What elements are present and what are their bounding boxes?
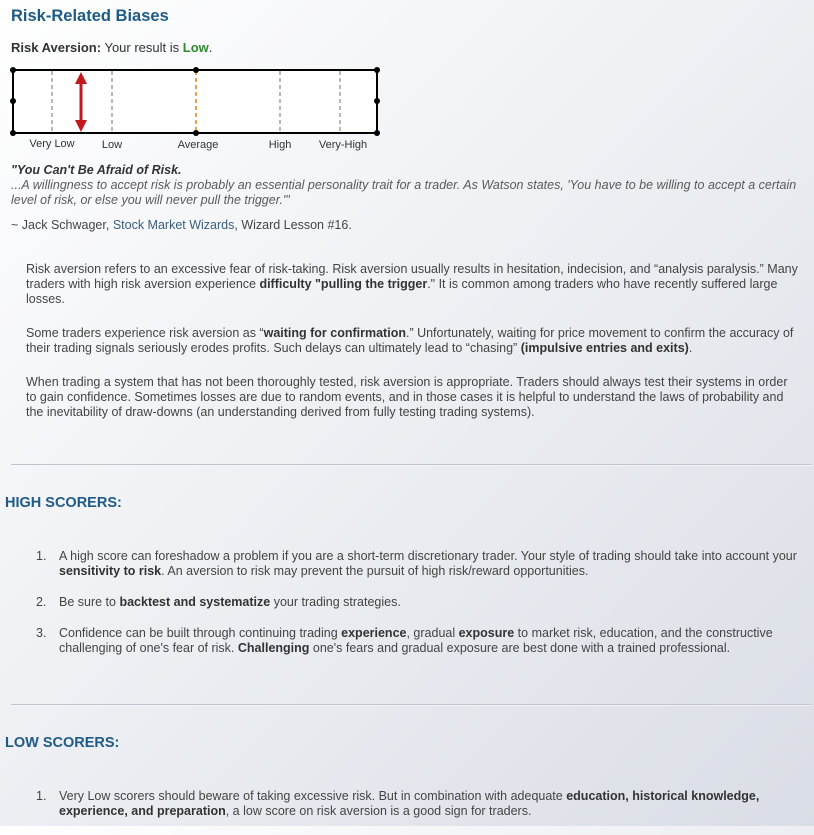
gauge-dot xyxy=(10,130,16,136)
description xyxy=(26,262,798,439)
result-value: Low xyxy=(182,40,209,55)
gauge-label-very-low: Very Low xyxy=(29,138,75,150)
gauge-dot xyxy=(10,67,16,73)
quote-title: "You Can't Be Afraid of Risk. xyxy=(11,163,182,177)
quote-text: ...A willingness to accept risk is probably an essential personality trait for a trader. As Watson states, 'You have to be willing to accept a certain level of risk, or else you will never pull the trigger.'" xyxy=(11,178,797,207)
gauge-dot xyxy=(374,130,380,136)
paragraph: Some traders experience risk aversion as “waiting for confirmation.” Unfortunately, waiting for price movement to confirm the accuracy of their trading signals seriously erodes profits. Such delays can ultimately lead to “chasing” (impulsive entries and exits). xyxy=(26,326,794,355)
list-item: 2. Be sure to backtest and systematize your trading strategies. xyxy=(36,595,401,609)
list-item: 3. Confidence can be built through continuing trading experience, gradual exposure to market risk, education, and the constructive challenging of one's fear of risk. Challenging one's fears and gradual exposure are best done with a trained professional. xyxy=(36,626,773,655)
gauge-dot xyxy=(10,98,16,104)
risk-gauge xyxy=(8,64,388,154)
high-scorers-heading: HIGH SCORERS: xyxy=(5,495,122,511)
page-title: Risk-Related Biases xyxy=(11,7,169,25)
low-scorers-list xyxy=(32,789,804,835)
quote-attribution xyxy=(11,218,806,233)
gauge-frame xyxy=(13,70,377,133)
book-link[interactable]: Stock Market Wizards xyxy=(112,218,235,232)
gauge-label-high: High xyxy=(268,139,292,151)
list-item: 1. A high score can foreshadow a problem if you are a short-term discretionary trader. Your style of trading should take into account your sensitivity to risk. An aversion to risk may prevent the pursuit of high risk/reward opportunities. xyxy=(36,549,797,578)
result-line xyxy=(11,40,212,55)
gauge-label-very-high: Very-High xyxy=(318,139,368,151)
gauge-dot xyxy=(374,67,380,73)
quote-block xyxy=(11,163,806,233)
result-prefix: Your result is xyxy=(104,40,180,55)
gauge-dot xyxy=(193,67,199,73)
gauge-dot xyxy=(193,130,199,136)
list-item: 1. Very Low scorers should beware of taking excessive risk. But in combination with adequate education, historical knowledge, experience, and preparation, a low score on risk aversion is a good sign for traders. xyxy=(36,789,760,818)
divider xyxy=(11,464,811,466)
attribution-suffix: , Wizard Lesson #16. xyxy=(234,218,352,232)
high-scorers-list xyxy=(32,549,804,672)
result-label: Risk Aversion: xyxy=(11,40,102,55)
gauge-label-average: Average xyxy=(177,139,219,151)
paragraph: When trading a system that has not been thoroughly tested, risk aversion is appropriate. Traders should always test their systems in order to gain confidence. Sometimes losses are due to random events, and in those cases it is helpful to understand the laws of probability and the inevitability of draw-downs (an understanding derived from fully testing trading systems). xyxy=(26,375,788,419)
low-scorers-heading: LOW SCORERS: xyxy=(5,735,120,751)
paragraph: Risk aversion refers to an excessive fear of risk-taking. Risk aversion usually results in hesitation, indecision, and “analysis paralysis.” Many traders with high risk aversion experience difficulty "pulling the trigger." It is common among traders who have recently suffered large losses. xyxy=(26,262,798,306)
divider xyxy=(11,704,811,706)
gauge-label-low: Low xyxy=(101,139,123,151)
result-suffix: . xyxy=(208,40,213,55)
gauge-dot xyxy=(374,98,380,104)
attribution-prefix: ~ Jack Schwager, xyxy=(11,218,110,232)
